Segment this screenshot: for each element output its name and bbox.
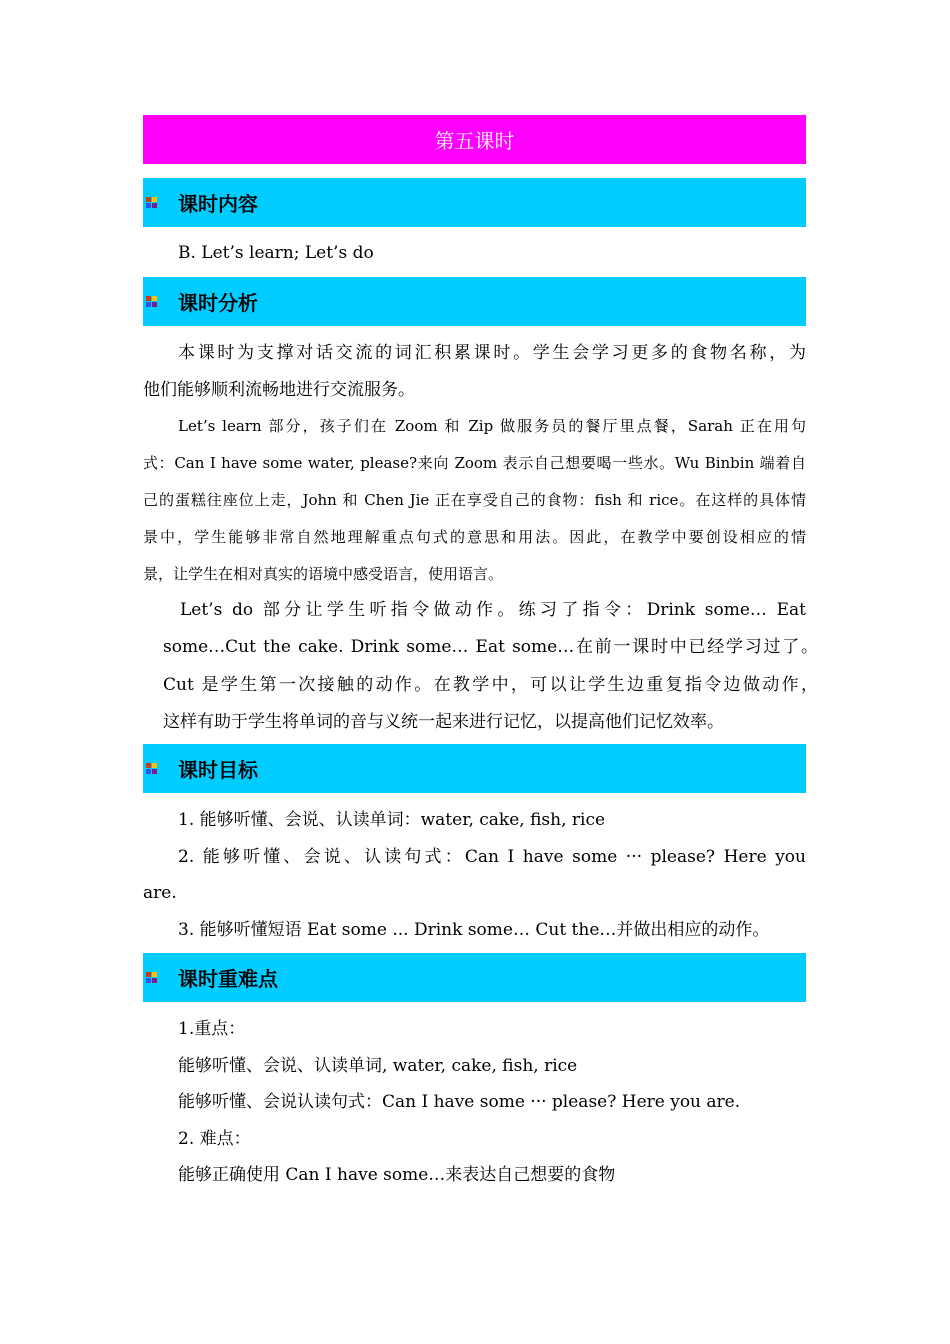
- keypoint-line: 2. 难点：: [178, 1129, 251, 1149]
- analysis-p1-line: 本课时为支撑对话交流的词汇积累课时。学生会学习更多的食物名称，为: [178, 343, 806, 363]
- analysis-p2-line: 景，让学生在相对真实的语境中感受语言，使用语言。: [143, 565, 504, 583]
- analysis-p3-line: Cut 是学生第一次接触的动作。在教学中，可以让学生边重复指令边做动作，: [163, 675, 818, 695]
- section-title: 课时目标: [178, 758, 258, 782]
- section-header-content: [143, 178, 806, 227]
- section-title: 课时重难点: [178, 967, 278, 991]
- analysis-p3-line: 这样有助于学生将单词的音与义统一起来进行记忆，以提高他们记忆效率。: [163, 712, 724, 732]
- keypoint-line: 能够正确使用 Can I have some…来表达自己想要的食物: [178, 1165, 616, 1185]
- analysis-p2-line: 景中，学生能够非常自然地理解重点句式的意思和用法。因此，在教学中要创设相应的情: [143, 528, 806, 546]
- analysis-p2-line: Let’s learn 部分，孩子们在 Zoom 和 Zip 做服务员的餐厅里点餐，Sarah 正在用句: [178, 417, 806, 435]
- goal-line: 3. 能够听懂短语 Eat some ... Drink some… Cut the…并做出相应的动作。: [178, 920, 770, 940]
- bullet-icon: [146, 296, 158, 308]
- analysis-p3-line: some…Cut the cake. Drink some… Eat some…在前一课时中已经学习过了。: [163, 637, 818, 657]
- analysis-p3-line: Let’s do 部分让学生听指令做动作。练习了指令：Drink some… Eat: [180, 600, 806, 620]
- analysis-p2-line: 己的蛋糕往座位上走，John 和 Chen Jie 正在享受自己的食物：fish 和 rice。在这样的具体情: [143, 491, 806, 509]
- section-title: 课时分析: [178, 291, 258, 315]
- keypoint-line: 能够听懂、会说、认读单词, water, cake, fish, rice: [178, 1056, 578, 1076]
- content-line: B. Let’s learn; Let’s do: [178, 243, 374, 263]
- section-title: 课时内容: [178, 192, 258, 216]
- section-header-analysis: [143, 277, 806, 326]
- section-header-keypoints: [143, 953, 806, 1002]
- keypoint-line: 能够听懂、会说认读句式：Can I have some ··· please? Here you are.: [178, 1092, 741, 1112]
- analysis-p1-line: 他们能够顺利流畅地进行交流服务。: [143, 380, 415, 400]
- goal-line: 2. 能够听懂、会说、认读句式：Can I have some ··· please? Here you: [178, 847, 806, 867]
- goal-line: 1. 能够听懂、会说、认读单词：water, cake, fish, rice: [178, 810, 606, 830]
- analysis-p2-line: 式：Can I have some water, please?来向 Zoom 表示自己想要喝一些水。Wu Binbin 端着自: [143, 454, 806, 472]
- goal-line: are.: [143, 883, 177, 903]
- page-title: 第五课时: [143, 115, 806, 164]
- bullet-icon: [146, 763, 158, 775]
- keypoint-line: 1.重点：: [178, 1019, 246, 1039]
- bullet-icon: [146, 972, 158, 984]
- section-header-goals: [143, 744, 806, 793]
- bullet-icon: [146, 197, 158, 209]
